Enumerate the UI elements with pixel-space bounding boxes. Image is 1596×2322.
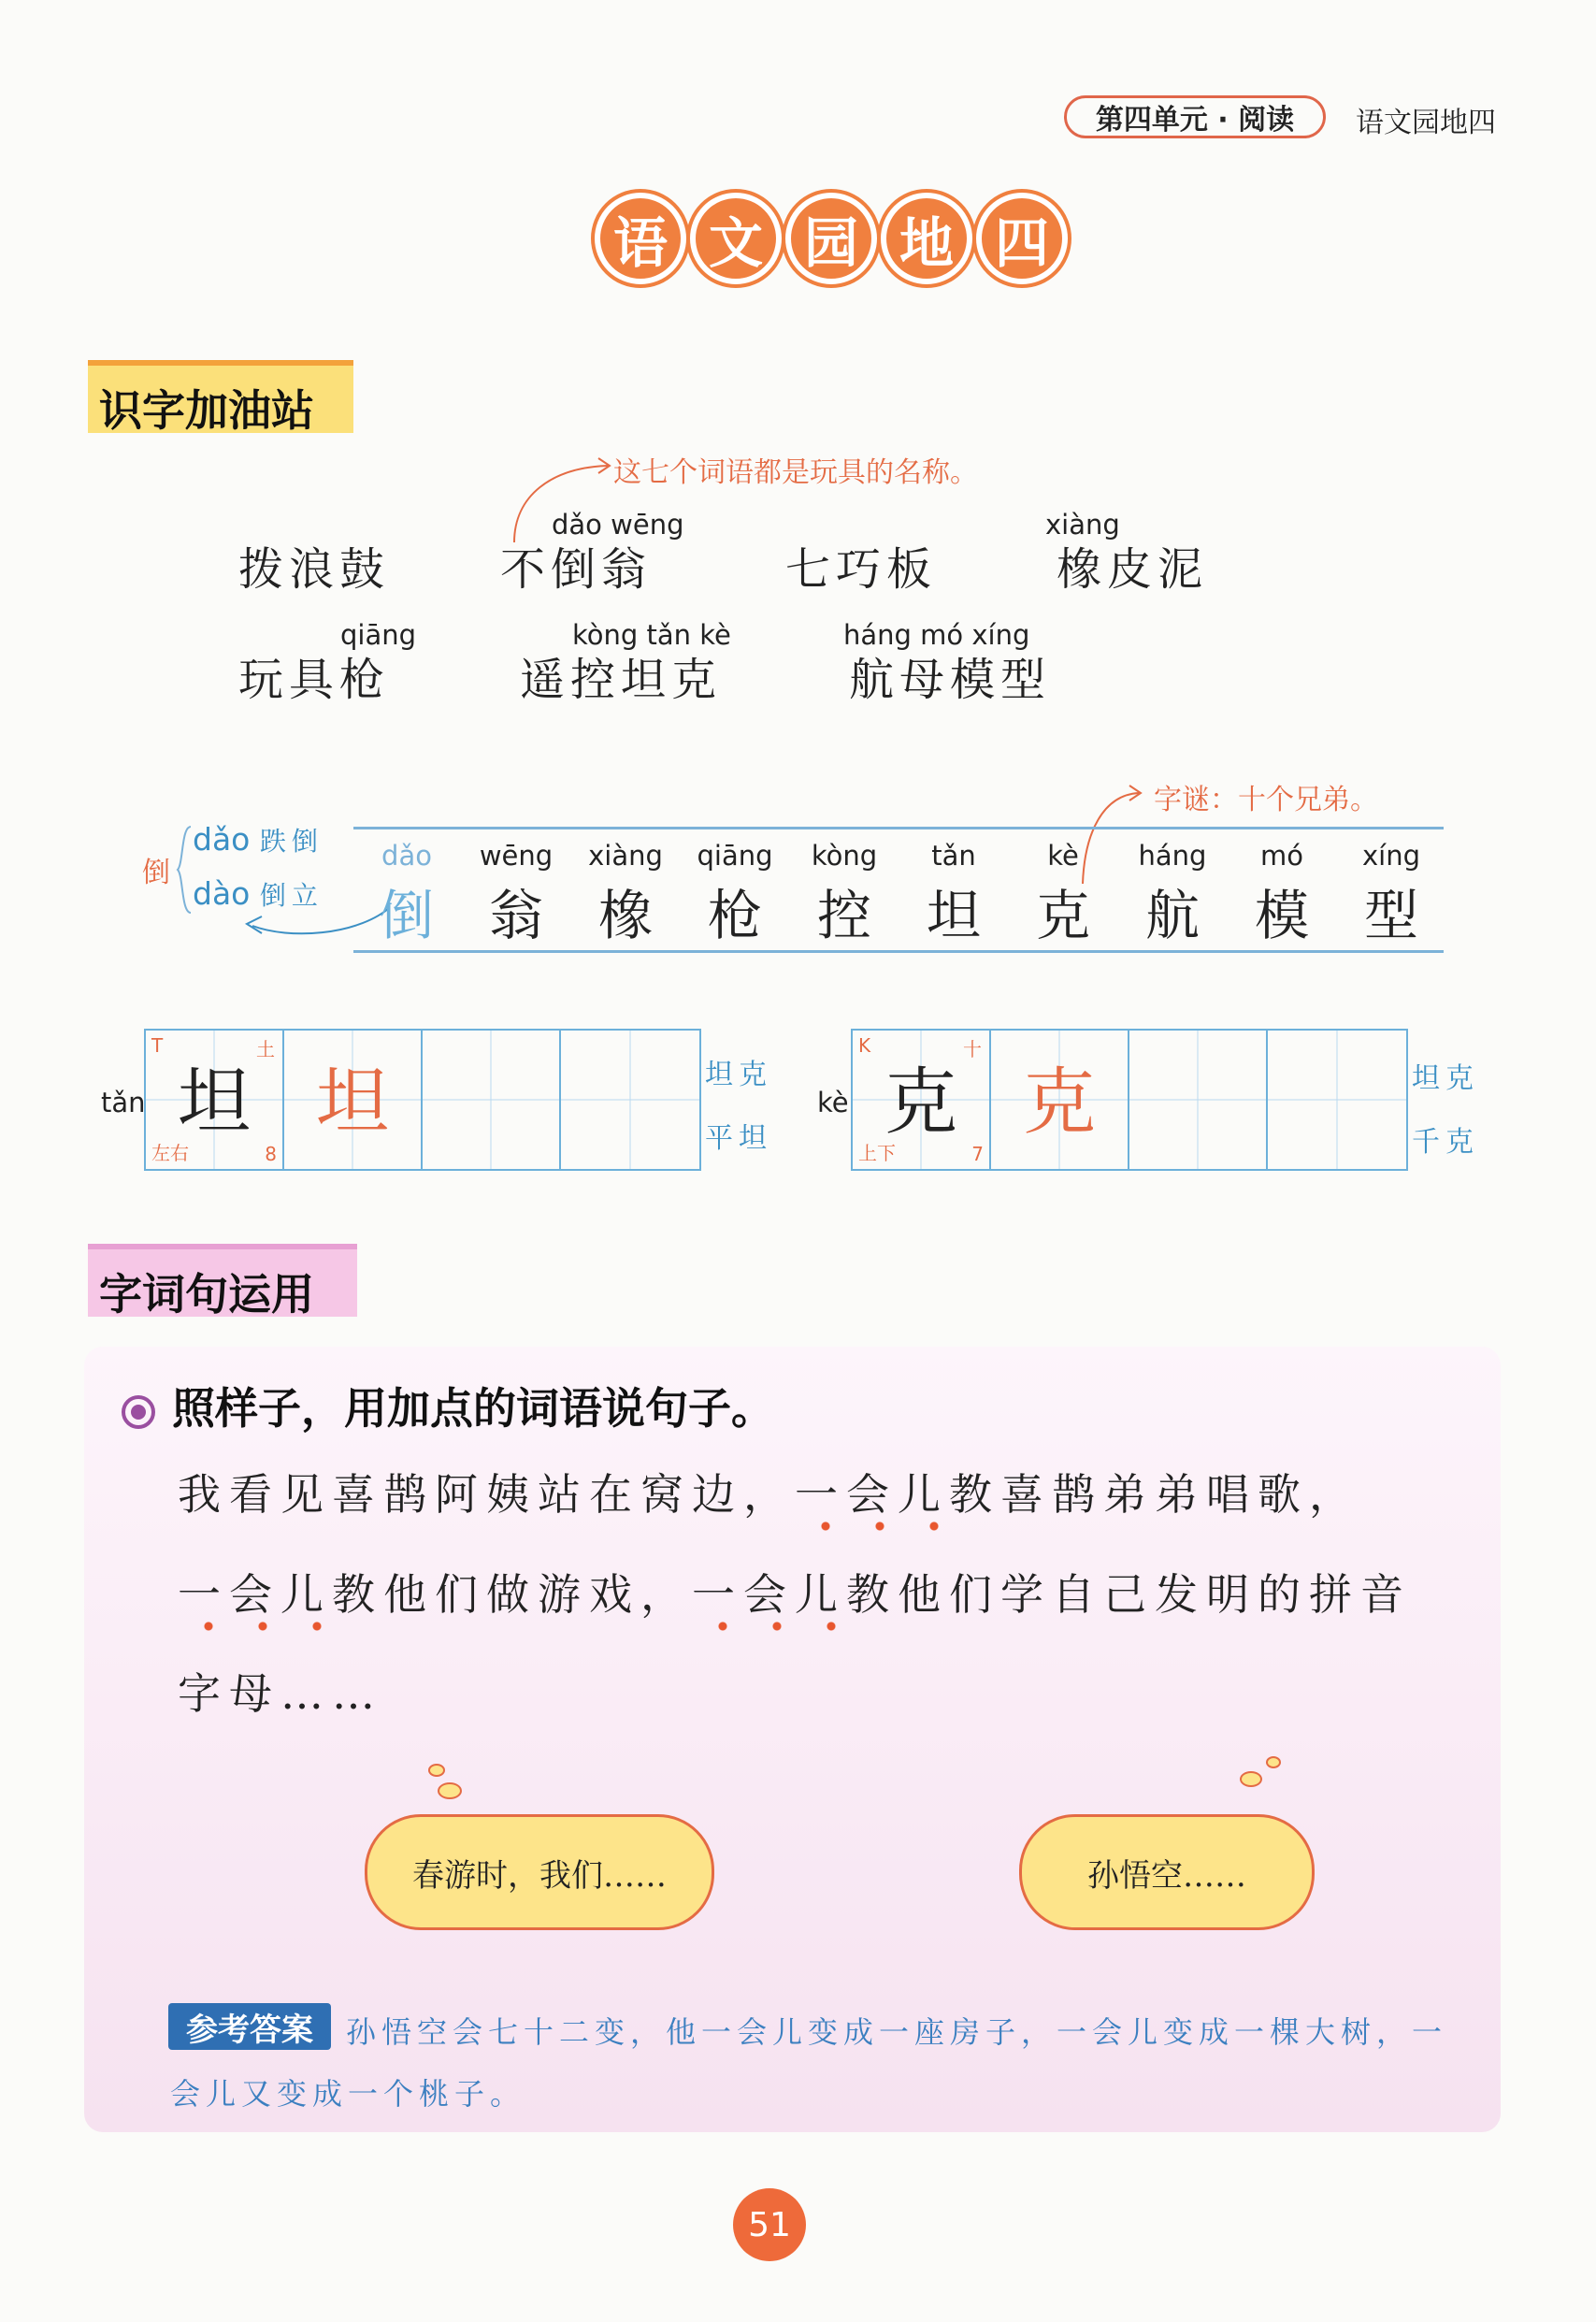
word-pinyin: qiāng [340,619,417,651]
brace-icon [176,823,194,916]
word-pinyin: háng mó xíng [843,619,1030,651]
strip-item [1235,840,1329,950]
strip-item [688,840,782,950]
strip-char: 枪 [707,884,762,947]
thought-bubble-left: 春游时，我们…… [365,1814,714,1930]
word-pinyin: dǎo wēng [552,509,684,541]
strip-pinyin: kòng [811,840,878,872]
grid-model-char: 坦 [177,1060,251,1145]
polyphone-words-2: 倒立 [259,880,324,911]
polyphone-char: 倒 [142,857,170,889]
answer-line-2: 会儿又变成一个桃子。 [170,2076,526,2112]
bubble-dot [428,1764,445,1777]
dotted-phrase [692,1569,846,1620]
word-item: 玩具枪 [238,654,391,706]
task-instruction [122,1375,774,1436]
polyphone-pinyin-1: dǎo [193,821,251,858]
grid-strokes: 8 [265,1143,277,1165]
strip-pinyin: qiāng [697,840,773,872]
grid-word: 坦克 [1412,1062,1479,1095]
strip-pinyin: wēng [479,840,554,872]
strip-item [798,840,891,950]
writing-grid-ke [851,1029,1408,1171]
title-char: 语 [595,193,686,284]
strip-item [907,840,1000,950]
strip-char: 橡 [597,884,653,947]
page-number: 51 [733,2188,806,2261]
dotted-phrase [795,1469,949,1520]
strip-bottom-line [353,950,1444,953]
strip-pinyin: xiàng [588,840,663,872]
word-item: 拨浪鼓 [238,543,391,596]
answer-line-1: 孙悟空会七十二变，他一会儿变成一座房子，一会儿变成一棵大树，一 [346,2014,1448,2050]
word-pinyin: xiàng [1045,509,1120,541]
emphasis-dots [692,1622,846,1631]
grid-word: 千克 [1412,1126,1479,1159]
grid-trace-cell [991,1031,1129,1169]
grid-pinyin: tǎn [101,1087,146,1118]
writing-grid-tan [144,1029,701,1171]
grid-structure: 左右 [151,1142,189,1164]
word-item: 遥控坦克 [520,654,723,706]
task-bullet-icon [122,1395,155,1429]
example-text: 教喜鹊弟弟唱歌， [949,1469,1360,1520]
unit-pill: 第四单元 · 阅读 [1064,95,1326,138]
strip-char: 坦 [926,884,981,947]
strip-item [1126,840,1219,950]
strip-pinyin: xíng [1361,840,1420,872]
strip-char: 克 [1035,884,1090,947]
emphasis-dots [178,1622,332,1631]
note-riddle: 字谜：十个兄弟。 [1154,784,1378,816]
note-toys: 这七个词语都是玩具的名称。 [613,456,978,489]
word-item: 不倒翁 [500,543,653,596]
grid-model-char: 克 [884,1060,957,1145]
grid-trace-char: 坦 [315,1060,389,1145]
dotted-phrase [178,1569,332,1620]
grid-blank-cell[interactable] [1129,1031,1268,1169]
example-line-3 [178,1644,383,1743]
grid-letter: T [151,1034,164,1057]
strip-item [1344,840,1438,950]
grid-blank-cell[interactable] [1268,1031,1406,1169]
unit-subtitle: 语文园地四 [1356,107,1496,139]
section-heading-literacy: 识字加油站 [88,360,353,433]
emphasis-dots [795,1522,949,1531]
strip-item [360,840,453,950]
example-line-2 [178,1545,1412,1644]
polyphone-reading-1 [193,821,324,858]
grid-blank-cell[interactable] [561,1031,699,1169]
page-title [595,187,1068,290]
char-strip [360,840,1438,950]
strip-pinyin: háng [1138,840,1207,872]
dotted-text: 一会儿 [692,1569,846,1620]
dotted-text: 一会儿 [178,1569,332,1620]
title-char: 园 [785,193,877,284]
answer-label: 参考答案 [168,2003,331,2050]
strip-pinyin: tǎn [931,840,976,872]
thought-bubble-right: 孙悟空…… [1019,1814,1315,1930]
grid-word: 平坦 [705,1122,772,1155]
example-text: 我看见喜鹊阿姨站在窝边， [178,1469,795,1520]
grid-strokes: 7 [971,1143,984,1165]
grid-trace-char: 克 [1022,1060,1096,1145]
strip-char: 倒 [379,884,434,947]
grid-blank-cell[interactable] [423,1031,561,1169]
strip-pinyin: dǎo [381,840,432,872]
grid-radical: 十 [963,1038,982,1060]
grid-radical: 土 [256,1038,275,1060]
title-char: 文 [690,193,782,284]
strip-char: 控 [816,884,871,947]
grid-trace-cell [284,1031,423,1169]
strip-char: 翁 [488,884,543,947]
strip-item [1016,840,1110,950]
strip-pinyin: mó [1260,840,1303,872]
title-char: 地 [881,193,972,284]
example-text: 教他们做游戏， [332,1569,692,1620]
title-char: 四 [976,193,1068,284]
strip-char: 模 [1254,884,1309,947]
strip-item [469,840,563,950]
strip-pinyin: kè [1047,840,1079,872]
strip-char: 型 [1363,884,1418,947]
strip-top-line [353,827,1444,829]
grid-pinyin: kè [817,1087,849,1118]
example-text: 字母…… [178,1668,383,1719]
grid-word: 坦克 [705,1059,772,1091]
word-item: 七巧板 [785,543,938,596]
strip-char: 航 [1144,884,1200,947]
dotted-text: 一会儿 [795,1469,949,1520]
word-item: 航母模型 [849,654,1052,706]
bubble-dot [438,1782,462,1799]
task-text: 照样子，用加点的词语说句子。 [172,1383,774,1434]
bubble-dot [1240,1771,1262,1787]
word-pinyin: kòng tǎn kè [572,619,731,651]
word-item: 橡皮泥 [1057,543,1209,596]
section-heading-usage: 字词句运用 [88,1244,357,1317]
example-text: 教他们学自己发明的拼音 [846,1569,1412,1620]
bubble-dot [1266,1756,1281,1768]
grid-model-cell [146,1031,284,1169]
example-line-1 [178,1445,1360,1544]
grid-letter: K [858,1034,871,1057]
grid-structure: 上下 [858,1142,896,1164]
polyphone-words-1: 跌倒 [259,826,324,857]
grid-model-cell [853,1031,991,1169]
strip-item [579,840,672,950]
polyphone-pinyin-2: dào [193,875,251,912]
